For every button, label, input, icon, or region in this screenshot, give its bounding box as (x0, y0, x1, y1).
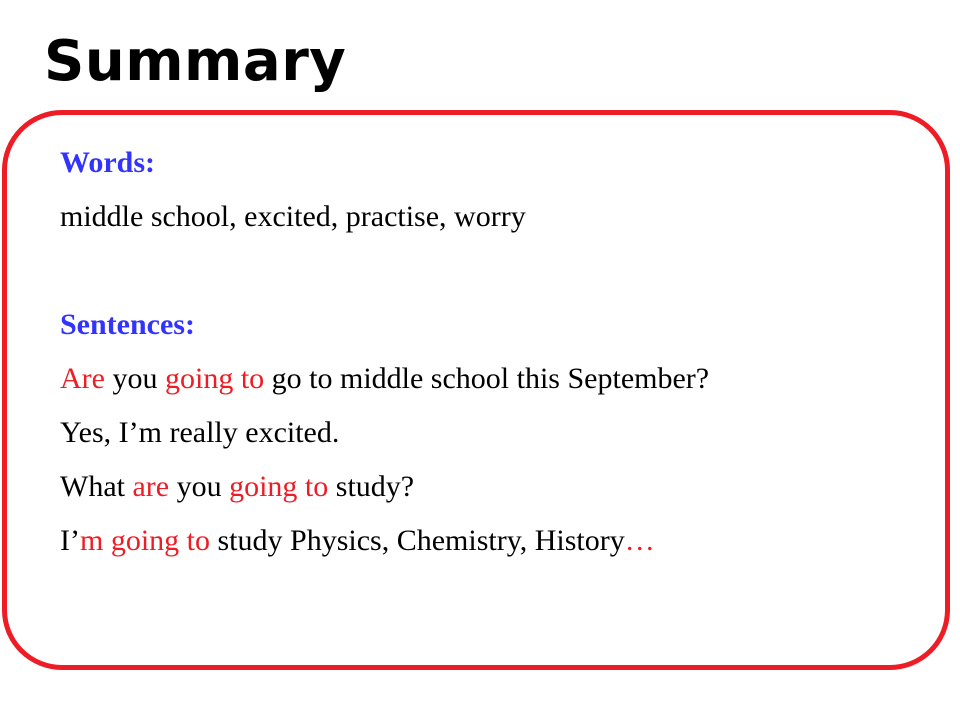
highlight-are: are (132, 470, 170, 503)
sentence-3-text-c: study? (328, 470, 415, 503)
sentence-3-text-b: you (169, 470, 230, 503)
words-list: middle school, excited, practise, worry (60, 200, 526, 233)
slide-title: Summary (44, 29, 347, 94)
sentence-1-text-a: you (104, 362, 165, 395)
highlight-m-going-to: m going to (79, 524, 210, 557)
sentence-4 (60, 514, 920, 568)
ellipsis: … (624, 524, 655, 557)
highlight-are: Are (60, 362, 105, 395)
sentence-3 (60, 460, 920, 514)
sentence-1 (60, 352, 920, 406)
highlight-going-to: going to (164, 362, 265, 395)
sentence-4-text-a: I’ (60, 524, 80, 557)
sentences-heading: Sentences: (60, 308, 195, 341)
summary-content (60, 136, 920, 568)
sentence-2: Yes, I’m really excited. (60, 416, 340, 449)
sentence-4-text-b: study Physics, Chemistry, History (210, 524, 625, 557)
spacer (60, 244, 920, 298)
words-heading: Words: (60, 146, 156, 179)
sentence-3-text-a: What (60, 470, 133, 503)
sentence-1-text-b: go to middle school this September? (264, 362, 710, 395)
highlight-going-to: going to (229, 470, 329, 503)
